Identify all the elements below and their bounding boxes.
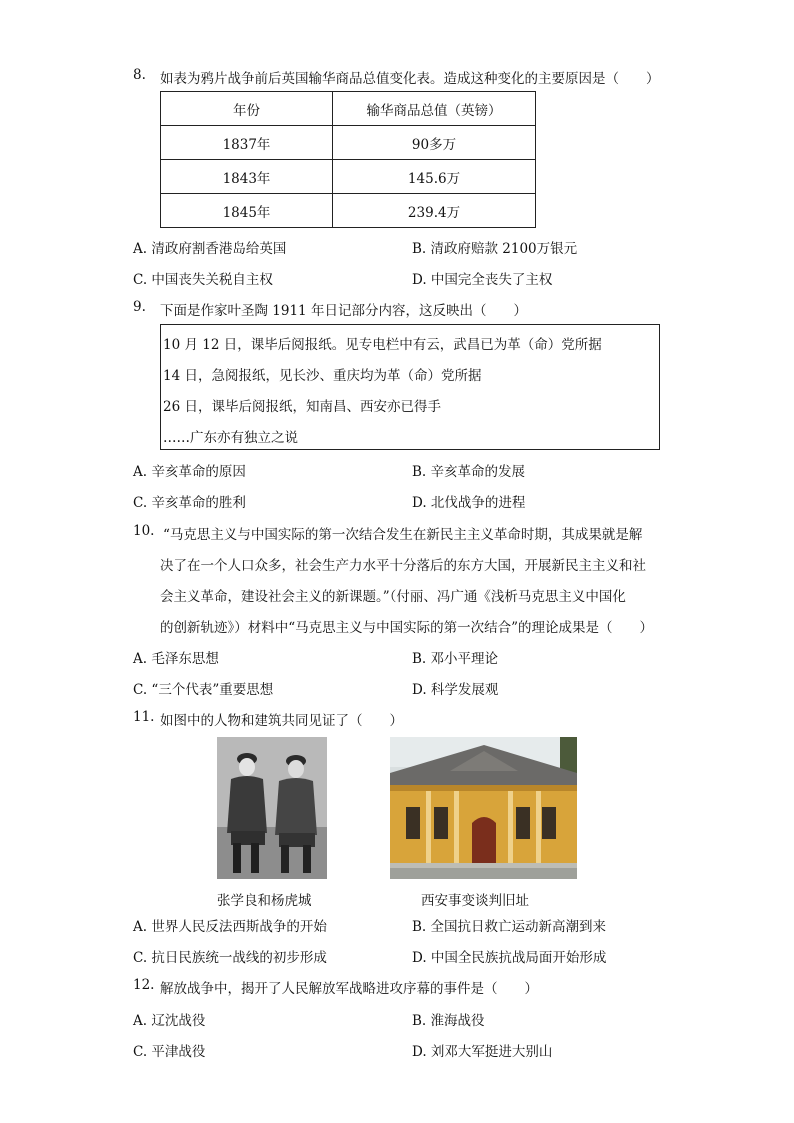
option-b[interactable]: B. 邓小平理论 xyxy=(412,651,499,667)
question-number: 9. xyxy=(133,299,146,315)
table-cell: 1843年 xyxy=(161,160,333,194)
question-stem-line: 的创新轨迹》）材料中“马克思主义与中国实际的第一次结合”的理论成果是（ ） xyxy=(160,620,654,636)
photo-caption: 西安事变谈判旧址 xyxy=(421,893,529,909)
question-stem-line: “马克思主义与中国实际的第一次结合发生在新民主主义革命时期，其成果就是解 xyxy=(163,527,643,543)
table-header-cell: 输华商品总值（英镑） xyxy=(333,92,536,126)
option-c[interactable]: C. 辛亥革命的胜利 xyxy=(133,495,246,511)
option-b[interactable]: B. 全国抗日救亡运动新高潮到来 xyxy=(412,919,607,935)
photo-caption: 张学良和杨虎城 xyxy=(217,893,312,909)
table-cell: 1845年 xyxy=(161,194,333,228)
diary-line: 14 日，急阅报纸，见长沙、重庆均为革（命）党所据 xyxy=(163,368,482,384)
option-b[interactable]: B. 清政府赔款 2100万银元 xyxy=(412,241,578,257)
option-a[interactable]: A. 毛泽东思想 xyxy=(133,651,219,667)
table-row xyxy=(161,194,536,228)
option-d[interactable]: D. 科学发展观 xyxy=(412,682,499,698)
option-d[interactable]: D. 北伐战争的进程 xyxy=(412,495,526,511)
option-d[interactable]: D. 中国全民族抗战局面开始形成 xyxy=(412,950,607,966)
table-cell: 145.6万 xyxy=(333,160,536,194)
question-number: 10. xyxy=(133,523,155,539)
option-d[interactable]: D. 刘邓大军挺进大别山 xyxy=(412,1044,553,1060)
table-row xyxy=(161,160,536,194)
table-row xyxy=(161,126,536,160)
option-c[interactable]: C. 中国丧失关税自主权 xyxy=(133,272,273,288)
diary-line: ……广东亦有独立之说 xyxy=(163,430,298,446)
portrait-photo xyxy=(217,737,327,879)
table-cell: 1837年 xyxy=(161,126,333,160)
diary-line: 10 月 12 日，课毕后阅报纸。见专电栏中有云，武昌已为革（命）党所据 xyxy=(163,337,602,353)
diary-excerpt-box xyxy=(160,324,660,450)
diary-line: 26 日，课毕后阅报纸，知南昌、西安亦已得手 xyxy=(163,399,441,415)
table-cell: 239.4万 xyxy=(333,194,536,228)
table-header-cell: 年份 xyxy=(161,92,333,126)
option-d[interactable]: D. 中国完全丧失了主权 xyxy=(412,272,553,288)
question-stem-line: 会主义革命，建设社会主义的新课题。”（付丽、冯广通《浅析马克思主义中国化 xyxy=(160,589,626,605)
option-b[interactable]: B. 淮海战役 xyxy=(412,1013,485,1029)
question-number: 12. xyxy=(133,977,155,993)
question-stem: 如图中的人物和建筑共同见证了（ ） xyxy=(160,713,403,729)
question-stem: 下面是作家叶圣陶 1911 年日记部分内容，这反映出（ ） xyxy=(160,303,527,319)
option-a[interactable]: A. 辽沈战役 xyxy=(133,1013,206,1029)
option-a[interactable]: A. 世界人民反法西斯战争的开始 xyxy=(133,919,327,935)
question-stem: 解放战争中，揭开了人民解放军战略进攻序幕的事件是（ ） xyxy=(160,981,538,997)
option-c[interactable]: C. “三个代表”重要思想 xyxy=(133,682,274,698)
option-a[interactable]: A. 清政府割香港岛给英国 xyxy=(133,241,287,257)
table-header-row xyxy=(161,92,536,126)
question-number: 11. xyxy=(133,709,155,725)
option-c[interactable]: C. 抗日民族统一战线的初步形成 xyxy=(133,950,327,966)
question-stem: 如表为鸦片战争前后英国输华商品总值变化表。造成这种变化的主要原因是（ ） xyxy=(160,71,660,87)
question-number: 8. xyxy=(133,67,146,83)
building-photo xyxy=(390,737,577,879)
option-b[interactable]: B. 辛亥革命的发展 xyxy=(412,464,526,480)
question-stem-line: 决了在一个人口众多，社会生产力水平十分落后的东方大国，开展新民主主义和社 xyxy=(160,558,646,574)
option-c[interactable]: C. 平津战役 xyxy=(133,1044,206,1060)
option-a[interactable]: A. 辛亥革命的原因 xyxy=(133,464,246,480)
data-table xyxy=(160,91,536,228)
table-cell: 90多万 xyxy=(333,126,536,160)
